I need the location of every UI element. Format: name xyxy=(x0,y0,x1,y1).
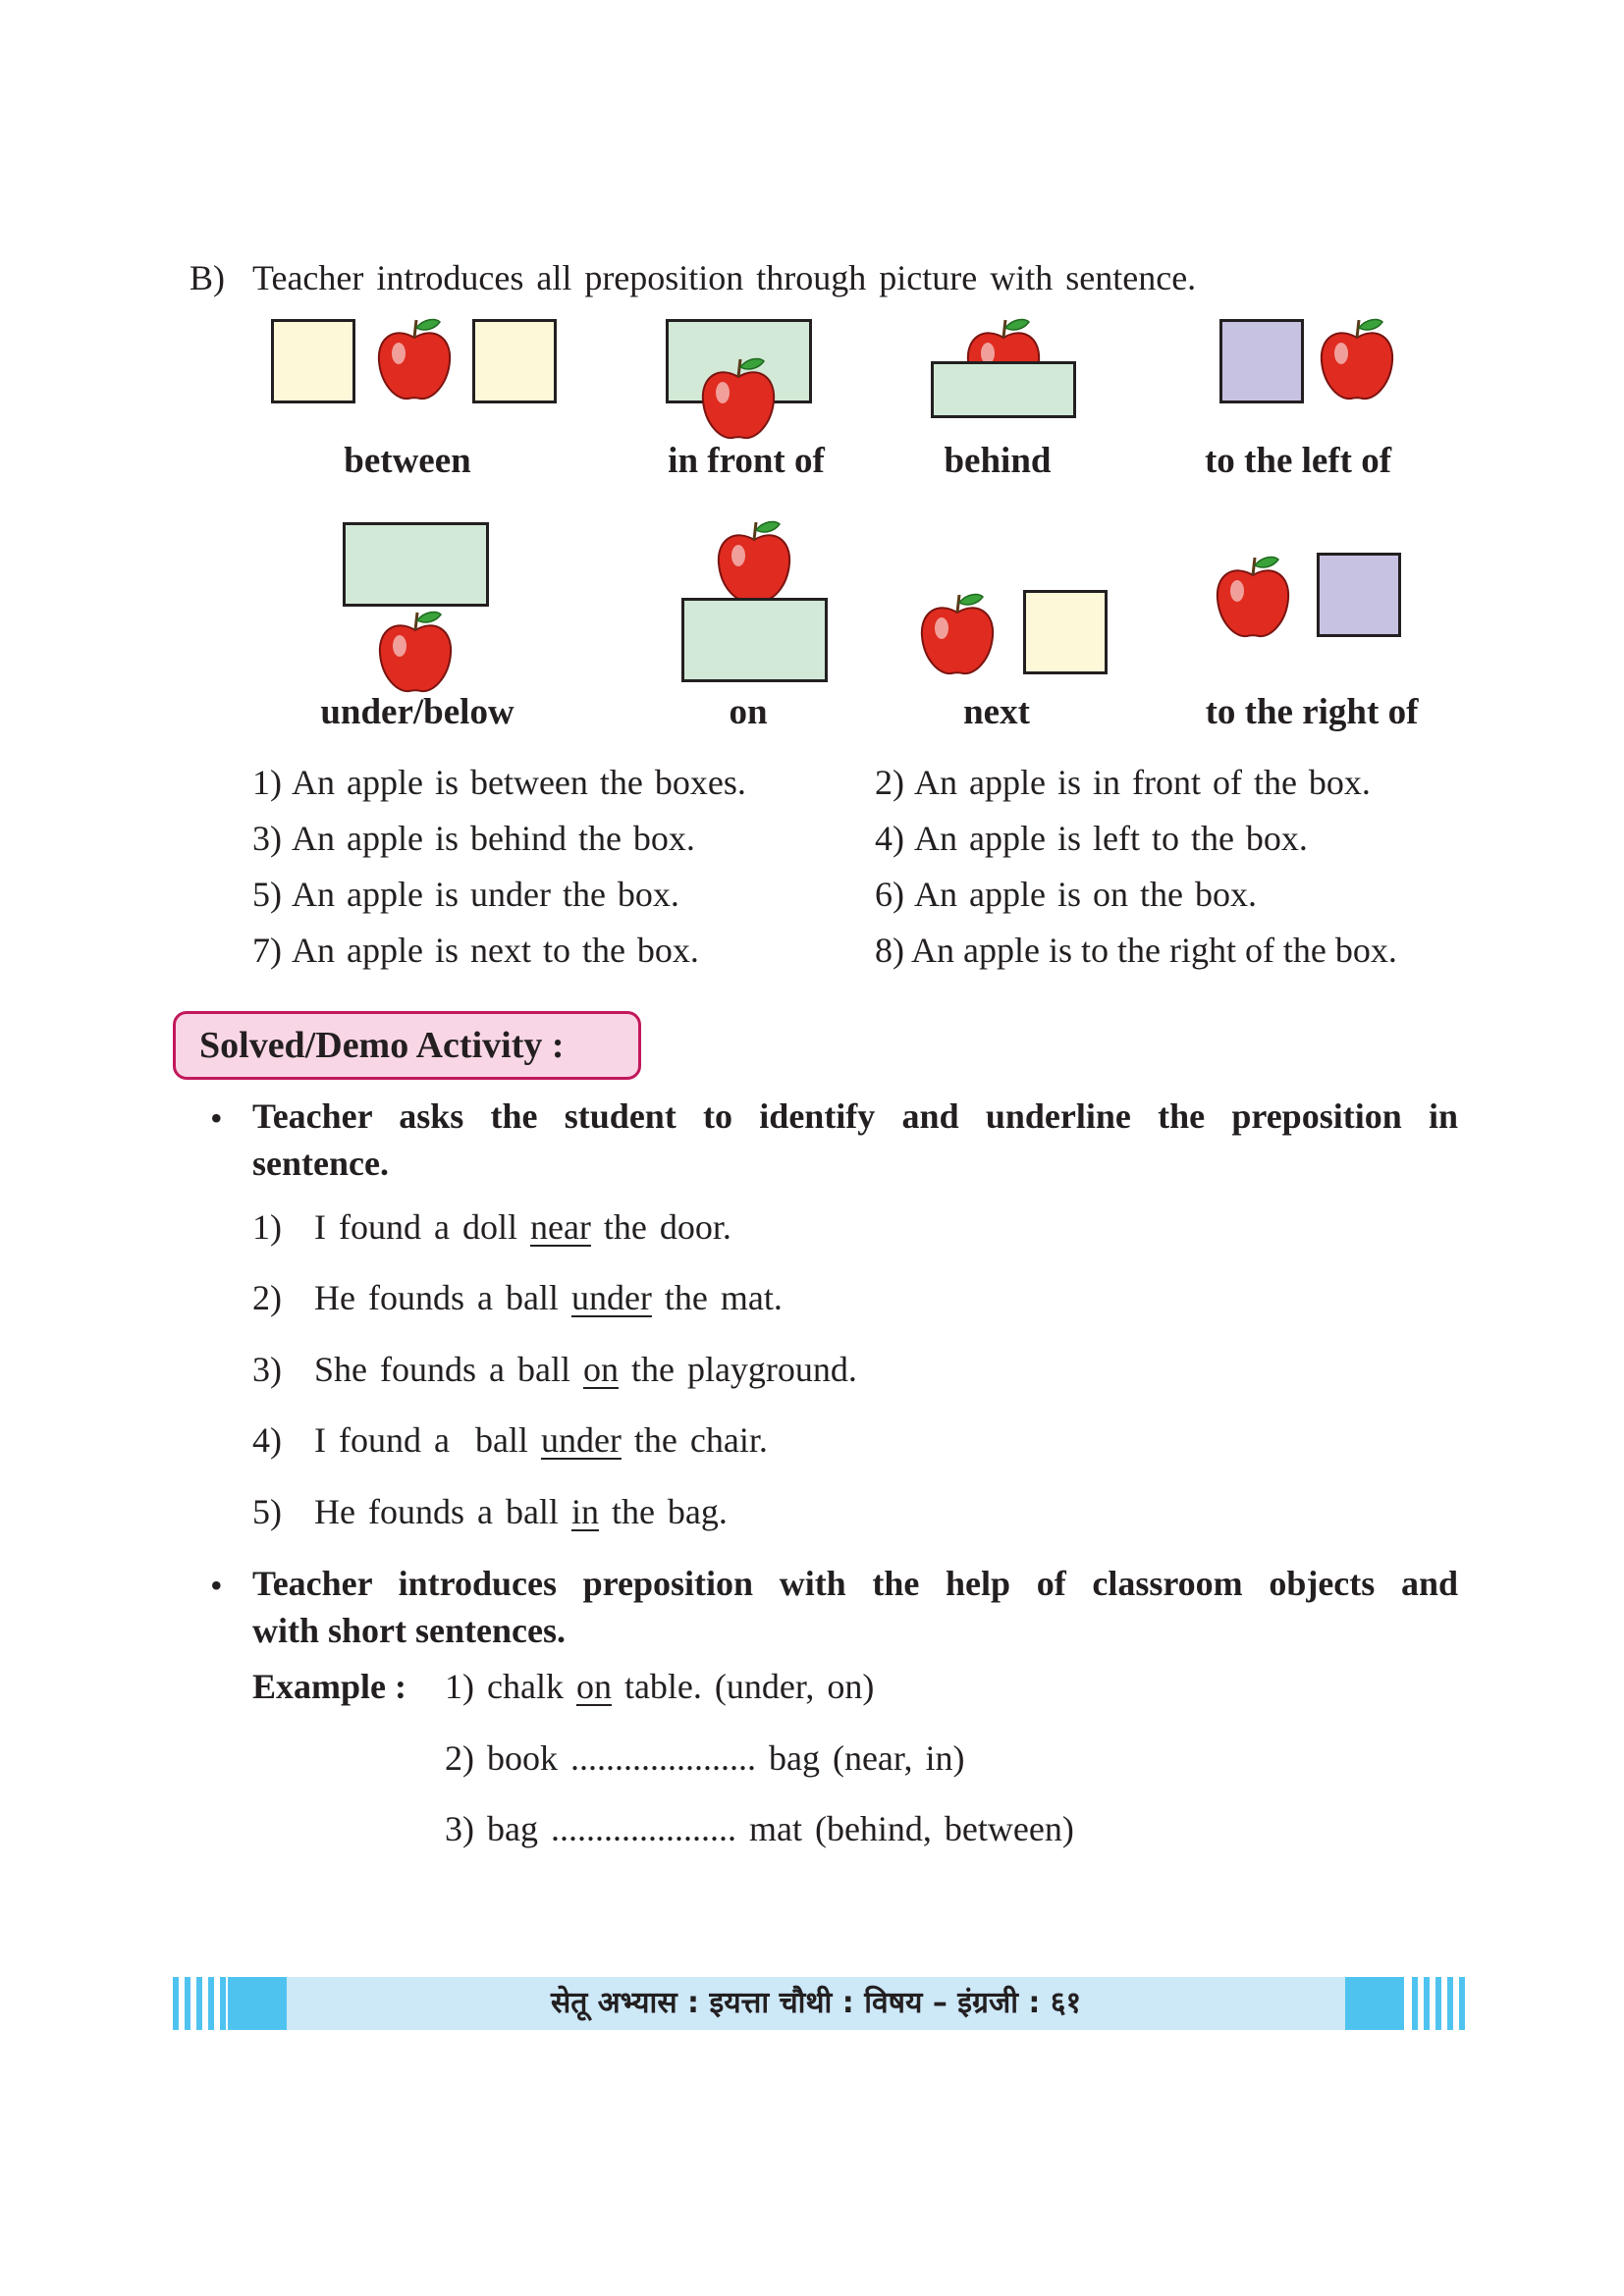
item-after: the mat. xyxy=(664,1278,783,1317)
label-between: between xyxy=(344,441,471,481)
bullet2-line1: Teacher introduces preposition with the help of classroom objects and xyxy=(252,1564,1458,1603)
item-sentence xyxy=(314,1277,783,1319)
box-left xyxy=(271,319,355,403)
label-to-the-left-of: to the left of xyxy=(1204,441,1392,481)
sentence-4: 4) An apple is left to the box. xyxy=(875,819,1308,858)
item-before: She founds a ball xyxy=(314,1350,570,1389)
label-on: on xyxy=(729,692,768,732)
sentence-5: 5) An apple is under the box. xyxy=(252,875,679,914)
item-num: 2) xyxy=(252,1278,282,1317)
activity-title: Solved/Demo Activity : xyxy=(199,1025,565,1066)
item-preposition: under xyxy=(540,1420,622,1460)
item-after: the playground. xyxy=(630,1350,857,1389)
example-preposition: on xyxy=(575,1667,612,1706)
apple-icon xyxy=(918,591,997,677)
item-preposition: near xyxy=(529,1207,591,1247)
bullet1-line1: Teacher asks the student to identify and underline the preposition in xyxy=(252,1096,1458,1136)
footer-stripes-left xyxy=(173,1977,226,2030)
footer-stripes-right xyxy=(1412,1977,1465,2030)
apple-icon xyxy=(376,609,455,695)
example-before: 1) chalk xyxy=(445,1667,564,1706)
bullet2-line2: with short sentences. xyxy=(252,1611,566,1650)
item-after: the door. xyxy=(603,1207,731,1247)
item-before: He founds a ball xyxy=(314,1492,559,1531)
item-num: 1) xyxy=(252,1207,282,1247)
box-right xyxy=(472,319,557,403)
item-num: 5) xyxy=(252,1492,282,1531)
example-label: Example : xyxy=(252,1667,406,1706)
footer-block-left xyxy=(228,1977,287,2030)
apple-icon xyxy=(375,316,454,402)
item-sentence xyxy=(314,1419,768,1462)
sentence-3: 3) An apple is behind the box. xyxy=(252,819,695,858)
example-after: table. (under, on) xyxy=(623,1667,875,1706)
item-sentence xyxy=(314,1349,857,1391)
footer-block-right xyxy=(1345,1977,1404,2030)
bullet-dot: • xyxy=(210,1098,223,1138)
label-under-below: under/below xyxy=(320,692,514,732)
box xyxy=(1219,319,1304,403)
label-in-front-of: in front of xyxy=(668,441,825,481)
sentence-6: 6) An apple is on the box. xyxy=(875,875,1257,914)
apple-icon xyxy=(1214,554,1292,640)
label-behind: behind xyxy=(944,441,1052,481)
bullet1-line2: sentence. xyxy=(252,1144,389,1183)
item-before: He founds a ball xyxy=(314,1278,559,1317)
sentence-2: 2) An apple is in front of the box. xyxy=(875,763,1371,802)
box xyxy=(1317,553,1401,637)
example-1 xyxy=(445,1666,874,1708)
item-preposition: in xyxy=(570,1492,599,1531)
footer xyxy=(173,1977,1459,2030)
footer-text: सेतू अभ्यास : इयत्ता चौथी : विषय – इंग्रजी : ६१ xyxy=(550,1986,1082,2020)
section-letter: B) xyxy=(189,258,225,297)
footer-bar xyxy=(287,1977,1345,2030)
example-2: 2) book ..................... bag (near, in) xyxy=(445,1738,965,1778)
activity-badge xyxy=(173,1011,641,1080)
apple-icon xyxy=(1318,316,1396,402)
item-after: the chair. xyxy=(633,1420,768,1460)
item-num: 4) xyxy=(252,1420,282,1460)
label-to-the-right-of: to the right of xyxy=(1205,692,1419,732)
item-before: I found a ball xyxy=(314,1420,528,1460)
box xyxy=(931,361,1076,418)
label-next: next xyxy=(963,692,1030,732)
item-num: 3) xyxy=(252,1350,282,1389)
box xyxy=(1023,590,1108,674)
item-sentence xyxy=(314,1491,728,1533)
bullet-dot: • xyxy=(210,1566,223,1605)
item-after: the bag. xyxy=(611,1492,728,1531)
sentence-1: 1) An apple is between the boxes. xyxy=(252,763,746,802)
example-3: 3) bag ..................... mat (behind, between) xyxy=(445,1809,1074,1848)
item-preposition: on xyxy=(582,1350,619,1389)
sentence-7: 7) An apple is next to the box. xyxy=(252,931,699,970)
item-preposition: under xyxy=(570,1278,652,1317)
box xyxy=(681,598,828,682)
apple-icon xyxy=(715,518,793,605)
apple-icon xyxy=(699,355,778,442)
box xyxy=(343,522,489,607)
item-before: I found a doll xyxy=(314,1207,517,1247)
item-sentence xyxy=(314,1206,731,1249)
section-heading: Teacher introduces all preposition through picture with sentence. xyxy=(252,258,1197,297)
sentence-8: 8) An apple is to the right of the box. xyxy=(875,931,1397,970)
